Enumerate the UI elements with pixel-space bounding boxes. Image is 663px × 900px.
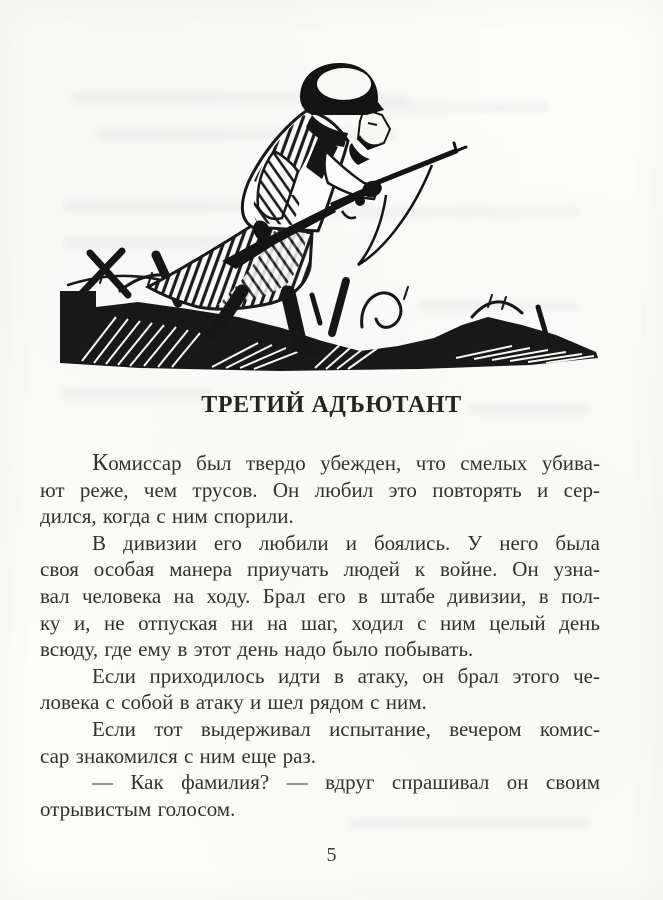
illustration-soldier-running xyxy=(60,55,600,375)
paragraph-4 xyxy=(40,716,600,769)
text-line: сар знакомился с ним еще раз. xyxy=(40,743,316,768)
text-line: Комиссар был твердо убежден, что смелых убива- xyxy=(92,449,600,476)
text-line: ку и, не отпуская ни на шаг, ходил с ним целый день xyxy=(40,610,600,635)
text-line: Если приходилось идти в атаку, он брал этого че- xyxy=(92,663,600,688)
text-line: В дивизии его любили и боялись. У него была xyxy=(92,530,600,555)
story-text xyxy=(40,450,600,822)
text-line: вал человека на ходу. Брал его в штабе дивизии, в пол- xyxy=(40,583,600,608)
paragraph-2 xyxy=(40,530,600,663)
chapter-title: ТРЕТИЙ АДЪЮТАНТ xyxy=(201,392,462,418)
text-line: всюду, где ему в этот день надо было побывать. xyxy=(40,637,474,662)
paragraph-1 xyxy=(40,450,600,530)
text-line: своя особая манера приучать людей к войне. Он узна- xyxy=(40,557,600,582)
text-line: ловека с собой в атаку и шел рядом с ним. xyxy=(40,690,427,715)
text-line: Если тот выдерживал испытание, вечером комис- xyxy=(92,716,600,741)
paragraph-3 xyxy=(40,663,600,716)
paragraph-5 xyxy=(40,769,600,822)
page-number: 5 xyxy=(326,844,337,866)
text-line: ют реже, чем трусов. Он любил это повторять и сер- xyxy=(40,477,600,502)
text-line: — Как фамилия? — вдруг спрашивал он своим xyxy=(92,770,600,795)
text-line: дился, когда с ним спорили. xyxy=(40,504,294,529)
text-line: отрывистым голосом. xyxy=(40,796,236,821)
rifle-sling xyxy=(358,165,432,265)
soldier-helmet xyxy=(300,63,384,115)
